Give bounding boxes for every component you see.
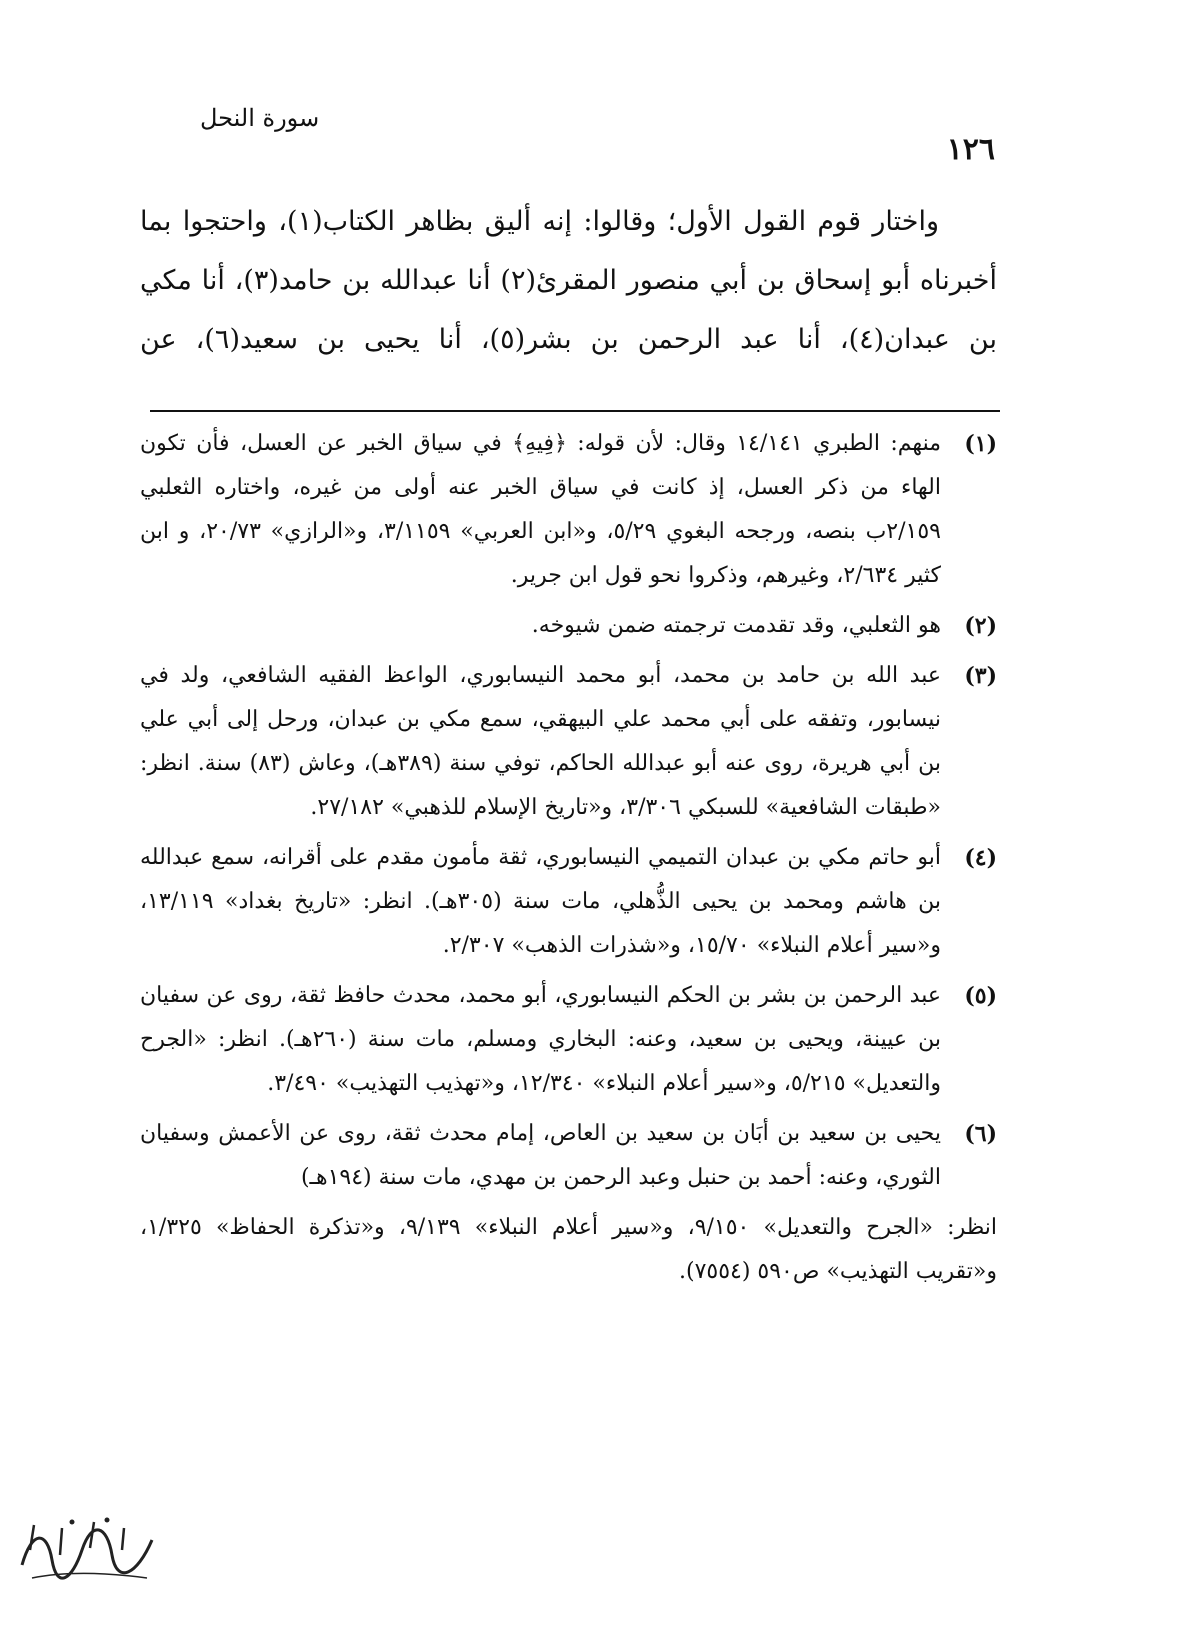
footnote <box>140 1112 997 1200</box>
footnote-text: منهم: الطبري ١٤/١٤١ وقال: لأن قوله: ﴿فِيهِ﴾ في سياق الخبر عن العسل، فأن تكون الهاء من ذكر العسل، إذ كانت في سياق الخبر عنه أولى من غيره، واختاره الثعلبي ٢/١٥٩ب بنصه، ورجحه البغوي ٥/٢٩، و«ابن العربي» ٣/١١٥٩، و«الرازي» ٢٠/٧٣، و ابن كثير ٢/٦٣٤، وغيرهم، وذكروا نحو قول ابن جرير. <box>140 431 941 588</box>
footnote-text: أبو حاتم مكي بن عبدان التميمي النيسابوري، ثقة مأمون مقدم على أقرانه، سمع عبدالله بن هاشم ومحمد بن يحيى الذُّهلي، مات سنة (٣٠٥هـ). انظر: «تاريخ بغداد» ١٣/١١٩، و«سير أعلام النبلاء» ١٥/٧٠، و«شذرات الذهب» ٢/٣٠٧. <box>140 845 941 958</box>
footnote-text: عبد الرحمن بن بشر بن الحكم النيسابوري، أبو محمد، محدث حافظ ثقة، روى عن سفيان بن عيينة، ويحيى بن سعيد، وعنه: البخاري ومسلم، مات سنة (٢٦٠هـ). انظر: «الجرح والتعديل» ٥/٢١٥، و«سير أعلام النبلاء» ١٢/٣٤٠، و«تهذيب التهذيب» ٣/٤٩٠. <box>140 983 941 1096</box>
footnote <box>140 654 997 830</box>
footnote <box>140 604 997 648</box>
footnote <box>140 836 997 968</box>
footnote-number: (٢) <box>964 613 997 639</box>
footnote <box>140 422 997 598</box>
footnote-separator <box>150 410 1000 412</box>
footnote-number: (٤) <box>964 845 997 871</box>
main-paragraph: واختار قوم القول الأول؛ وقالوا: إنه أليق بظاهر الكتاب(١)، واحتجوا بما أخبرناه أبو إسحاق بن أبي منصور المقرئ(٢) أنا عبدالله بن حامد(٣)، أنا مكي بن عبدان(٤)، أنا عبد الرحمن بن بشر(٥)، أنا يحيى بن سعيد(٦)، عن <box>140 206 997 355</box>
footnote-text: هو الثعلبي، وقد تقدمت ترجمته ضمن شيوخه. <box>531 613 941 638</box>
footnote-number: (٣) <box>964 663 997 689</box>
publisher-logo <box>12 1510 162 1590</box>
footnote-number: (١) <box>964 431 997 457</box>
footnote-text: يحيى بن سعيد بن أبَان بن سعيد بن العاص، إمام محدث ثقة، روى عن الأعمش وسفيان الثوري، وعنه: أحمد بن حنبل وعبد الرحمن بن مهدي، مات سنة (١٩٤هـ) <box>140 1121 941 1190</box>
footnote-number: (٥) <box>964 983 997 1009</box>
footnote <box>140 974 997 1106</box>
page-header <box>150 100 995 167</box>
calligraphy-logo-icon <box>12 1510 162 1590</box>
page-number: ١٢٦ <box>946 132 995 167</box>
main-text <box>140 192 997 369</box>
footnote-continuation: انظر: «الجرح والتعديل» ٩/١٥٠، و«سير أعلام النبلاء» ٩/١٣٩، و«تذكرة الحفاظ» ١/٣٢٥، و«تقريب التهذيب» ص٥٩٠ (٧٥٥٤). <box>140 1215 997 1284</box>
running-title: سورة النحل <box>200 104 320 132</box>
footnotes <box>140 422 997 1294</box>
footnote-text: عبد الله بن حامد بن محمد، أبو محمد النيسابوري، الواعظ الفقيه الشافعي، ولد في نيسابور، وتفقه على أبي محمد علي البيهقي، سمع مكي بن عبدان، ورحل إلى أبي علي بن أبي هريرة، روى عنه أبو عبدالله الحاكم، توفي سنة (٣٨٩هـ)، وعاش (٨٣) سنة. انظر: «طبقات الشافعية» للسبكي ٣/٣٠٦، و«تاريخ الإسلام للذهبي» ٢٧/١٨٢. <box>140 663 941 820</box>
footnote-number: (٦) <box>964 1121 997 1147</box>
